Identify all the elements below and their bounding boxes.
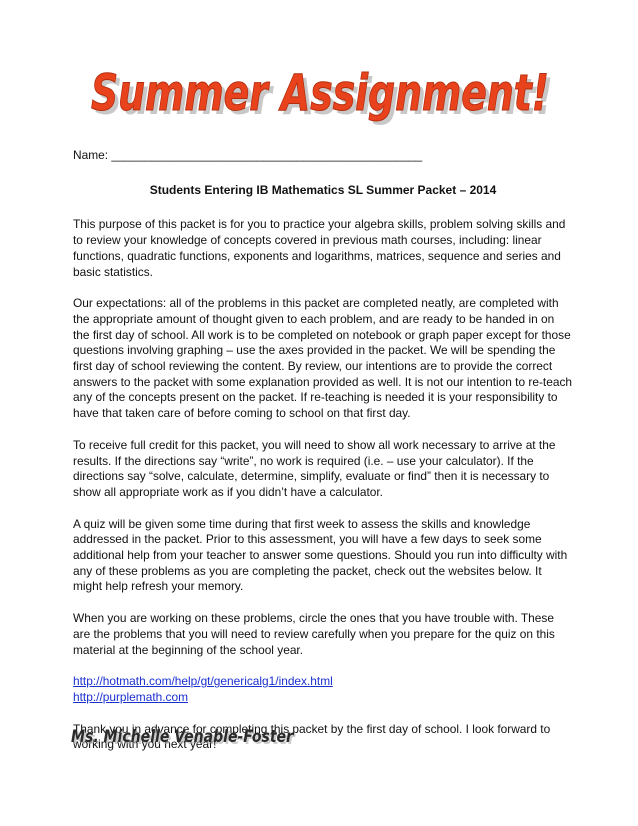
purplemath-link[interactable]: http://purplemath.com [73, 689, 188, 704]
document-body [73, 148, 573, 769]
signature-text-shadow: Ms. Michelle Venable-Foster [73, 729, 297, 749]
banner-graphic [88, 56, 558, 136]
banner-title-shadow: Summer Assignment! [95, 68, 553, 126]
document-heading: Students Entering IB Mathematics SL Summer Packet – 2014 [149, 182, 497, 197]
summer-assignment-banner [88, 56, 558, 136]
paragraph-closing: Thank you in advance for completing this packet by the first day of school. I look forward to working with you next year! [73, 721, 551, 752]
hotmath-link[interactable]: http://hotmath.com/help/gt/genericalg1/index.html [73, 674, 333, 689]
resource-links [73, 674, 573, 705]
paragraph-expectations: Our expectations: all of the problems in this packet are completed neatly, are completed with the appropriate amount of thought given to each problem, and are ready to be handed in on the first day of school. All work is to be completed on notebook or graph paper except for those questions involving graphing – use the axes provided in the packet. We will be spending the first day of school reviewing the content. By review, our intentions are to provide the correct answers to the packet with some explanation provided as well. It is not our intention to re-teach any of the concepts present on the packet. If re-teaching is needed it is your responsibility to have that taken care of before coming to school on that first day. [73, 296, 573, 421]
paragraph-quiz: A quiz will be given some time during that first week to assess the skills and knowledge addressed in the packet. Prior to this assessment, you will have a few days to seek some additional help from your teacher to answer some questions. Should you run into difficulty with any of these problems as you are completing the packet, check out the websites below. It might help refresh your memory. [73, 516, 568, 594]
paragraph-purpose: This purpose of this packet is for you to practice your algebra skills, problem solving skills and to review your knowledge of concepts covered in previous math courses, including: linear functions, quadratic functions, exponents and logarithms, matrices, sequence and series and basic statistics. [73, 217, 566, 279]
signature-graphic [70, 723, 300, 749]
banner-title: Summer Assignment! [91, 64, 549, 122]
paragraph-circle-problems: When you are working on these problems, circle the ones that you have trouble with. These are the problems that you will need to review carefully when you prepare for the quiz on this material at the beginning of the school year. [73, 611, 555, 657]
name-field-line[interactable]: Name: _______________________________________________ [73, 148, 423, 162]
paragraph-credit: To receive full credit for this packet, you will need to show all work necessary to arrive at the results. If the directions say “write”, no work is required (i.e. – use your calculator). If the directions say “solve, calculate, determine, simplify, evaluate or find” then it is necessary to show all appropriate work as if you didn’t have a calculator. [73, 437, 556, 499]
teacher-signature [70, 723, 300, 749]
signature-text: Ms. Michelle Venable-Foster [71, 727, 295, 747]
